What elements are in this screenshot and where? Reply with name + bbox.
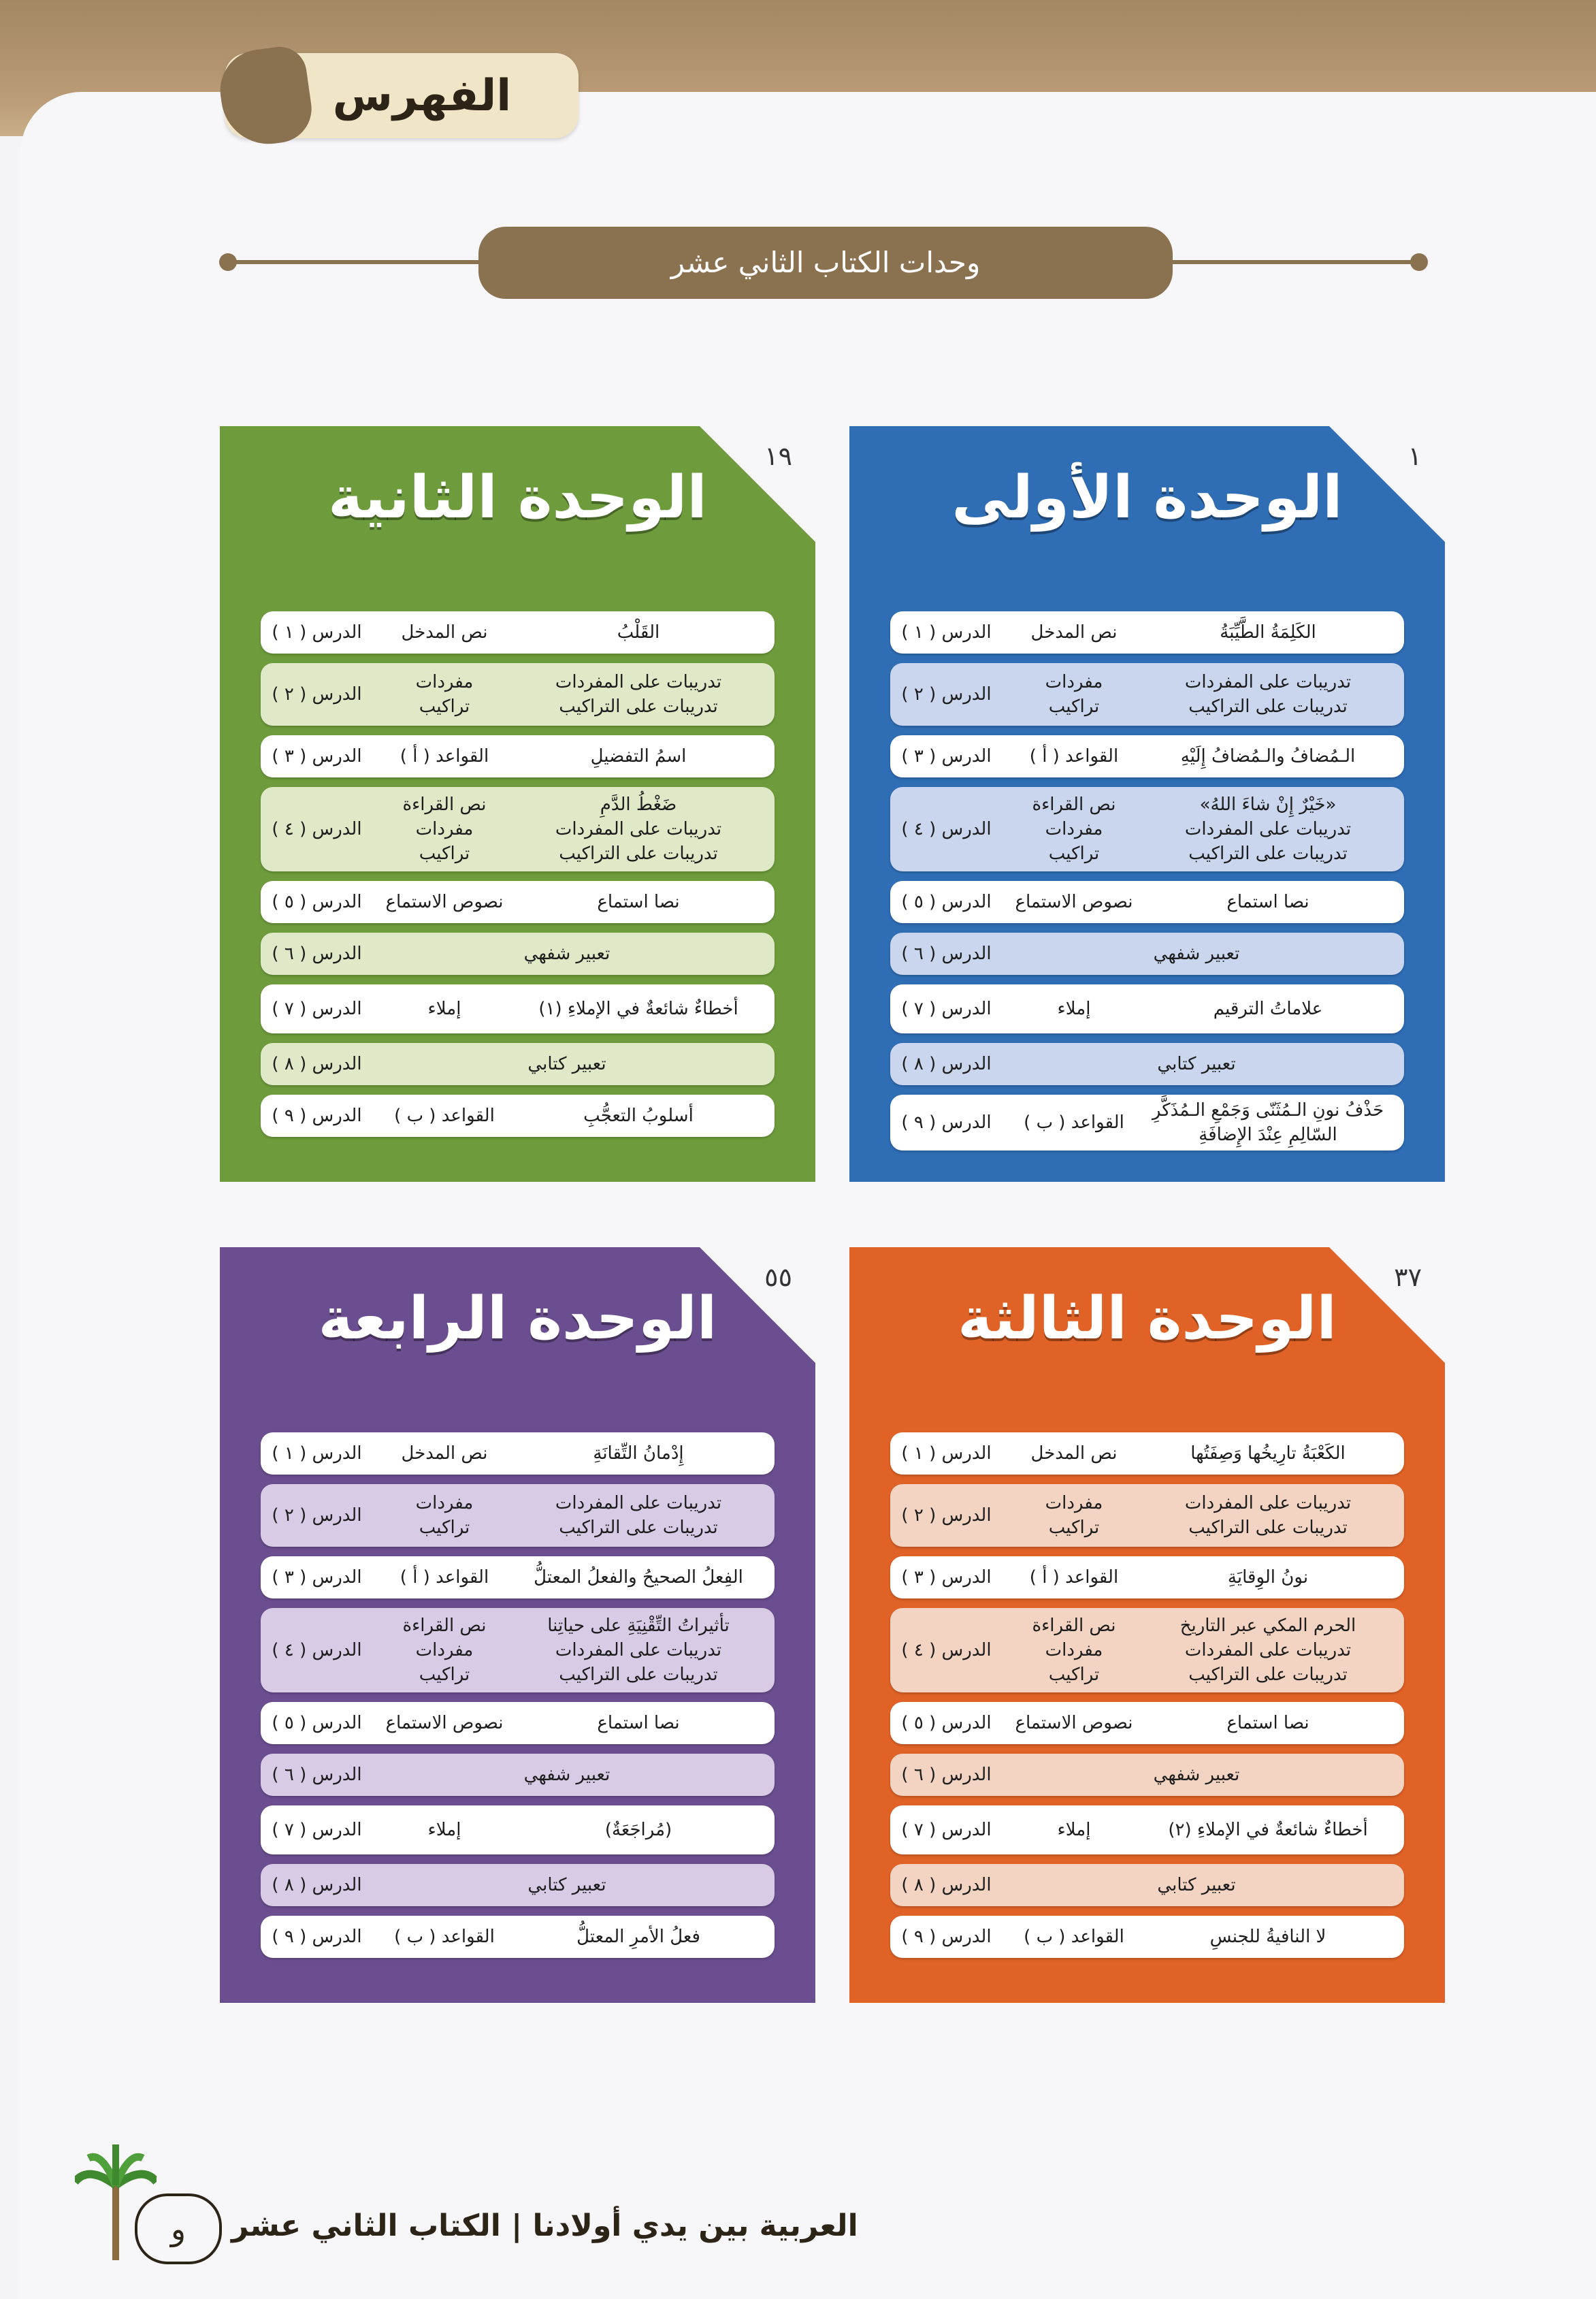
lesson-number: الدرس ( ٤ ) [901,1640,992,1660]
lesson-type: نص القراءة مفردات تراكيب [1032,1615,1116,1685]
lesson-number: الدرس ( ٣ ) [901,746,992,767]
lesson-number: الدرس ( ٨ ) [272,1875,362,1895]
lesson-type: نصوص الاستماع [385,1713,504,1733]
lesson-number: الدرس ( ١ ) [272,622,362,643]
lesson-number: الدرس ( ٩ ) [901,1927,992,1947]
lesson-number: الدرس ( ٩ ) [272,1106,362,1126]
lesson-row [261,1754,775,1796]
lesson-number: الدرس ( ٥ ) [272,1713,362,1733]
lesson-row [890,1556,1404,1598]
lesson-type: القواعد ( ب ) [394,1927,495,1947]
lesson-type: تعبير كتابي [527,1054,606,1074]
lesson-type: تعبير كتابي [1157,1875,1236,1895]
lesson-type: نص القراءة مفردات تراكيب [402,794,487,864]
lesson-number: الدرس ( ٢ ) [272,1505,362,1526]
lesson-number: الدرس ( ٤ ) [901,819,992,839]
lesson-type: نص المدخل [1030,622,1118,643]
lesson-number: الدرس ( ٦ ) [272,944,362,964]
lesson-number: الدرس ( ٣ ) [272,746,362,767]
unit-title: الوحدة الأولى [951,464,1343,532]
lesson-type: مفردات تراكيب [1045,672,1103,717]
page-number: و [135,2193,222,2264]
unit-page-number: ١ [1407,441,1422,471]
footer-text: العربية بين يدي أولادنا | الكتاب الثاني عشر [231,2208,858,2243]
lesson-row [261,1556,775,1598]
lesson-row [261,1916,775,1958]
lesson-type: تعبير شفهي [523,944,610,964]
lesson-type: تعبير كتابي [1157,1054,1236,1074]
lesson-row [890,1095,1404,1151]
lesson-topic: علاماتُ الترقيم [1213,999,1323,1019]
lesson-number: الدرس ( ٦ ) [901,944,992,964]
page-title: الفهرس [332,71,512,121]
lesson-type: تعبير شفهي [1153,944,1240,964]
lesson-type: القواعد ( أ ) [400,1567,489,1588]
lesson-row [261,1864,775,1906]
lesson-topic: تدريبات على المفردات تدريبات على التراكيب [1184,672,1352,717]
lesson-number: الدرس ( ٤ ) [272,819,362,839]
lesson-topic: نصا استماع [1226,892,1309,912]
lesson-type: نصوص الاستماع [1015,892,1133,912]
unit-page-number: ١٩ [764,441,792,471]
lesson-row [261,1095,775,1137]
lesson-number: الدرس ( ٥ ) [901,1713,992,1733]
lesson-topic: أخطاءٌ شائعةٌ في الإملاءِ (٢) [1168,1820,1368,1840]
lesson-topic: أخطاءٌ شائعةٌ في الإملاءِ (١) [538,999,738,1019]
lesson-number: الدرس ( ١ ) [901,1443,992,1464]
lesson-number: الدرس ( ٥ ) [901,892,992,912]
lesson-number: الدرس ( ٨ ) [272,1054,362,1074]
lesson-type: القواعد ( ب ) [394,1106,495,1126]
lesson-number: الدرس ( ٧ ) [272,999,362,1019]
subtitle-line-right [1167,260,1419,264]
lesson-topic: تدريبات على المفردات تدريبات على التراكيب [555,1493,722,1538]
lesson-topic: نصا استماع [1226,1713,1309,1733]
unit-page-number: ٣٧ [1394,1262,1422,1292]
lesson-row [261,663,775,726]
subtitle-dot-left [219,253,237,271]
lesson-row [261,611,775,654]
unit-title: الوحدة الرابعة [318,1285,717,1353]
lesson-topic: حَذْفُ نونِ الـمُثَنّى وَجَمْعِ الـمُذَكَّرِ السّالِمِ عِنْدَ الإِضافَةِ [1152,1100,1384,1145]
lesson-number: الدرس ( ١ ) [272,1443,362,1464]
lesson-number: الدرس ( ٩ ) [901,1112,992,1133]
lesson-row [890,984,1404,1033]
unit-page-number: ٥٥ [764,1262,792,1292]
lesson-topic: الكَلِمَةُ الطَّيِّبَةُ [1220,622,1316,643]
unit-card-4 [220,1247,815,2003]
lesson-row [890,787,1404,871]
lesson-type: نص المدخل [401,1443,488,1464]
lesson-number: الدرس ( ٦ ) [901,1765,992,1785]
lesson-row [261,1702,775,1744]
lesson-type: القواعد ( ب ) [1024,1927,1124,1947]
lesson-row [890,1608,1404,1692]
unit-title: الوحدة الثالثة [958,1285,1337,1353]
lesson-topic: تدريبات على المفردات تدريبات على التراكيب [555,672,722,717]
lesson-topic: ضَغْطُ الدَّمِ تدريبات على المفردات تدريبات على التراكيب [555,794,722,864]
lesson-number: الدرس ( ٢ ) [901,1505,992,1526]
lesson-row [261,1043,775,1085]
lesson-topic: فعلُ الأمرِ المعتلُّ [576,1927,700,1947]
lesson-number: الدرس ( ٨ ) [901,1875,992,1895]
lesson-type: نصوص الاستماع [385,892,504,912]
lesson-row [890,1043,1404,1085]
lesson-type: نص القراءة مفردات تراكيب [1032,794,1116,864]
lesson-topic: (مُراجَعَةٌ) [604,1820,672,1840]
lesson-type: نص المدخل [401,622,488,643]
lesson-topic: «خَيْرٌ إِنْ شاءَ اللهُ» تدريبات على المفردات تدريبات على التراكيب [1184,794,1352,864]
lesson-number: الدرس ( ٦ ) [272,1765,362,1785]
lesson-number: الدرس ( ٣ ) [272,1567,362,1588]
lesson-topic: نونُ الوِقايَةِ [1227,1567,1309,1588]
unit-title: الوحدة الثانية [328,464,707,532]
unit-card-3 [849,1247,1445,2003]
lesson-row [261,1484,775,1547]
lesson-type: مفردات تراكيب [415,672,474,717]
lesson-row [890,881,1404,923]
lesson-number: الدرس ( ١ ) [901,622,992,643]
lesson-topic: إِدْمانُ التِّقانَةِ [593,1443,684,1464]
lesson-number: الدرس ( ٣ ) [901,1567,992,1588]
lesson-type: تعبير كتابي [527,1875,606,1895]
lesson-topic: الحرم المكي عبر التاريخ تدريبات على المفردات تدريبات على التراكيب [1179,1615,1356,1685]
lesson-row [890,1916,1404,1958]
lesson-topic: الفِعلُ الصحيحُ والفعلُ المعتلُّ [534,1567,743,1588]
lesson-row [890,933,1404,975]
lesson-row [890,1484,1404,1547]
lesson-topic: أسلوبُ التعجُّبِ [583,1106,694,1126]
lesson-type: نص القراءة مفردات تراكيب [402,1615,487,1685]
lesson-type: إملاء [427,1820,461,1840]
lesson-row [261,1432,775,1475]
lesson-topic: لا النافيةُ للجنسِ [1209,1927,1326,1947]
lesson-number: الدرس ( ٨ ) [901,1054,992,1074]
lesson-type: نص المدخل [1030,1443,1118,1464]
lesson-row [261,881,775,923]
lesson-topic: الكَعْبَةُ تارِيخُها وَصِفَتُها [1190,1443,1346,1464]
lesson-row [890,735,1404,777]
lesson-row [261,1608,775,1692]
lesson-row [261,787,775,871]
lesson-type: تعبير شفهي [1153,1765,1240,1785]
lesson-type: إملاء [427,999,461,1019]
lesson-topic: الـمُضافُ والـمُضافُ إِلَيْهِ [1180,746,1356,767]
unit-card-2 [220,426,815,1182]
subtitle-dot-right [1410,253,1428,271]
lesson-number: الدرس ( ٥ ) [272,892,362,912]
lesson-type: القواعد ( ب ) [1024,1112,1124,1133]
lesson-number: الدرس ( ٧ ) [272,1820,362,1840]
lesson-type: تعبير شفهي [523,1765,610,1785]
lesson-type: إملاء [1057,1820,1091,1840]
lesson-topic: القَلْبُ [617,622,660,643]
lesson-type: مفردات تراكيب [415,1493,474,1538]
lesson-topic: اسمُ التفضيلِ [590,746,687,767]
lesson-row [261,1805,775,1854]
lesson-type: القواعد ( أ ) [1029,1567,1119,1588]
lesson-number: الدرس ( ٢ ) [272,684,362,705]
subtitle-banner: وحدات الكتاب الثاني عشر [478,227,1173,299]
lesson-topic: نصا استماع [597,1713,680,1733]
subtitle-line-left [231,260,483,264]
lesson-row [261,933,775,975]
lesson-number: الدرس ( ٢ ) [901,684,992,705]
lesson-row [890,611,1404,654]
lesson-row [890,1864,1404,1906]
lesson-row [890,663,1404,726]
lesson-type: نصوص الاستماع [1015,1713,1133,1733]
lesson-number: الدرس ( ٤ ) [272,1640,362,1660]
lesson-number: الدرس ( ٧ ) [901,999,992,1019]
lesson-topic: نصا استماع [597,892,680,912]
lesson-row [890,1754,1404,1796]
lesson-type: إملاء [1057,999,1091,1019]
lesson-row [261,984,775,1033]
lesson-topic: تدريبات على المفردات تدريبات على التراكيب [1184,1493,1352,1538]
lesson-type: القواعد ( أ ) [1029,746,1119,767]
lesson-row [261,735,775,777]
lesson-row [890,1805,1404,1854]
unit-card-1 [849,426,1445,1182]
lesson-type: مفردات تراكيب [1045,1493,1103,1538]
lesson-topic: تأثيراتُ التِّقْنِيَةِ على حياتِنا تدريبات على المفردات تدريبات على التراكيب [547,1615,730,1685]
lesson-type: القواعد ( أ ) [400,746,489,767]
lesson-row [890,1432,1404,1475]
lesson-number: الدرس ( ٩ ) [272,1927,362,1947]
lesson-row [890,1702,1404,1744]
lesson-number: الدرس ( ٧ ) [901,1820,992,1840]
